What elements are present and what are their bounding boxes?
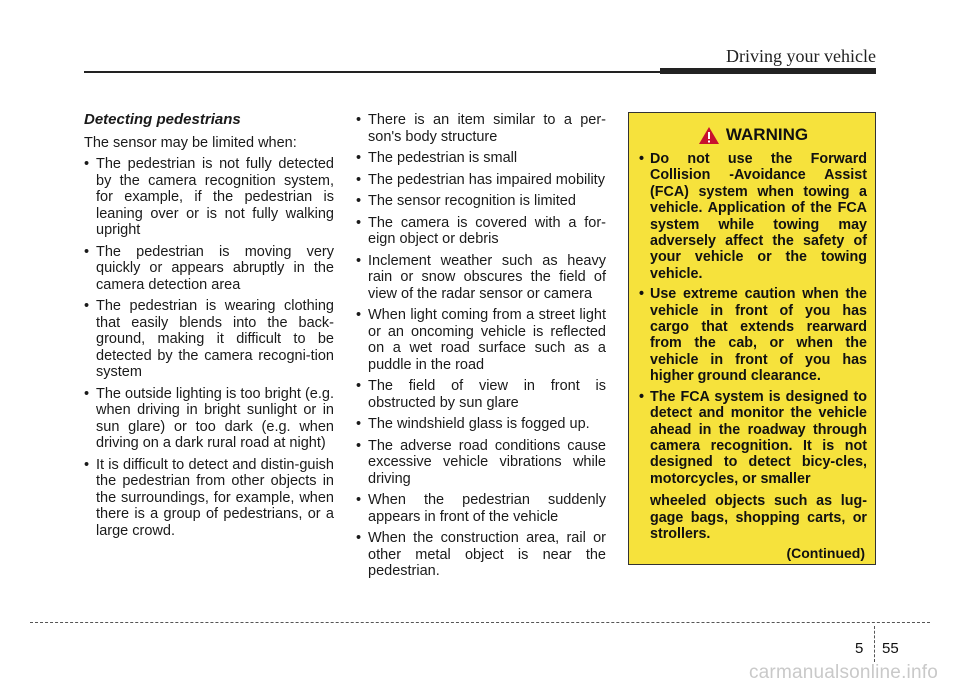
page-separator xyxy=(874,626,875,662)
list-item: • The pedestrian is small xyxy=(356,150,606,167)
warning-box xyxy=(628,112,876,565)
warning-triangle-icon xyxy=(698,126,720,145)
list-item: • When light coming from a street light or an oncoming vehicle is reflected on a wet road surface such as a puddle in the road xyxy=(356,307,606,373)
warning-continuation: wheeled objects such as lug-gage bags, shopping carts, or strollers. xyxy=(650,493,867,542)
list-item: • The sensor recognition is limited xyxy=(356,193,606,210)
list-item: • The field of view in front is obstructed by sun glare xyxy=(356,378,606,411)
list-item: • The pedestrian is not fully detected by the camera recognition system, for example, if the pedestrian is leaning over or is not fully walking upright xyxy=(84,156,334,239)
list-item: • When the construction area, rail or other metal object is near the pedestrian. xyxy=(356,530,606,580)
left-bullet-list xyxy=(84,156,334,539)
header-rule-accent xyxy=(660,68,876,74)
warning-header xyxy=(639,125,867,145)
list-item: • There is an item similar to a per-son's body structure xyxy=(356,112,606,145)
header-title: Driving your vehicle xyxy=(726,46,876,66)
watermark: carmanualsonline.info xyxy=(748,662,938,683)
middle-column xyxy=(356,112,606,585)
header-rule xyxy=(84,71,660,73)
list-item: • The outside lighting is too bright (e.g. when driving in bright sunlight or in sun glare) or too dark (e.g. when driving on a dark rural road at night) xyxy=(84,386,334,452)
warning-item: • Use extreme caution when the vehicle in front of you has cargo that extends rearward from the cab, or when the vehicle in front of you has higher ground clearance. xyxy=(639,286,867,384)
continued-label: (Continued) xyxy=(786,545,865,562)
list-item: • The pedestrian has impaired mobility xyxy=(356,172,606,189)
list-item: • The camera is covered with a for-eign object or debris xyxy=(356,215,606,248)
footer-rule xyxy=(30,622,930,623)
middle-bullet-list xyxy=(356,112,606,580)
list-item: • The adverse road conditions cause excessive vehicle vibrations while driving xyxy=(356,438,606,488)
warning-list xyxy=(639,151,867,487)
list-item: • It is difficult to detect and distin-guish the pedestrian from other objects in the surroundings, for example, when there is a group of pedestrians, or a large crowd. xyxy=(84,457,334,540)
list-item: • The pedestrian is wearing clothing that easily blends into the back-ground, making it difficult to be detected by the camera recogni-tion system xyxy=(84,298,334,381)
warning-item: • The FCA system is designed to detect and monitor the vehicle ahead in the roadway through camera recognition. It is not designed to detect bicy-cles, motorcycles, or smaller xyxy=(639,389,867,487)
warning-title: WARNING xyxy=(725,125,809,144)
warning-item: • Do not use the Forward Collision -Avoidance Assist (FCA) system when towing a vehicle. Application of the FCA system while towing may adversely affect the safety of your vehicle or the towing vehicle. xyxy=(639,151,867,282)
list-item: • When the pedestrian suddenly appears in front of the vehicle xyxy=(356,492,606,525)
list-item: • The windshield glass is fogged up. xyxy=(356,416,606,433)
intro-text: The sensor may be limited when: xyxy=(84,134,297,151)
left-column xyxy=(84,112,334,544)
list-item: • Inclement weather such as heavy rain or snow obscures the field of view of the radar sensor or camera xyxy=(356,253,606,303)
page-number: 55 xyxy=(882,640,899,657)
section-heading: Detecting pedestrians xyxy=(84,111,241,128)
chapter-number: 5 xyxy=(855,640,864,657)
list-item: • The pedestrian is moving very quickly or appears abruptly in the camera detection area xyxy=(84,244,334,294)
